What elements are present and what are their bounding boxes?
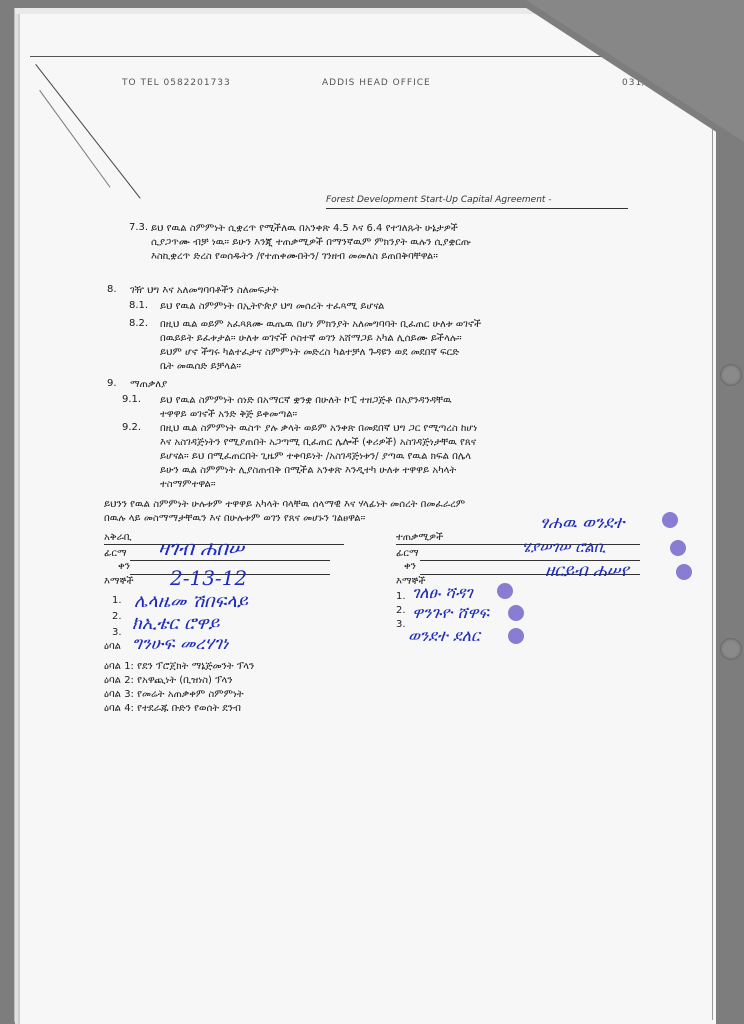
clause-number: 9.1.	[122, 394, 142, 405]
clause-number: 9.2.	[122, 422, 142, 433]
witness-signature: ወንደተ ደለር	[408, 626, 480, 645]
witness-signature: ሌላዜመ ሽበፍላይ	[134, 591, 248, 612]
fax-tel: TO TEL 0582201733	[122, 78, 231, 88]
clause-7-3	[151, 222, 641, 264]
clause-number: 7.3.	[129, 222, 149, 233]
attachment-item: ዕባል 1: የደን ፕሮጀክት ማኔጅመንት ፕላን	[104, 661, 255, 672]
attachments-list	[104, 660, 404, 716]
section-9-title: ማጠቃለያ	[130, 379, 168, 390]
witness-signature: ገለፁ ሻዳገ	[412, 583, 473, 602]
witness-number: 3.	[112, 627, 122, 638]
clause-line: ይህ የዉል ስምምነት ሰነድ በአማርኛ ቋንቋ በሁለት ኮፒ ተዘጋጅቶ በአያንዳንዳቸዉ	[160, 395, 452, 406]
attachment-item: ዕባል 3: የመሬት አጠቃቀም ስምምነት	[104, 689, 244, 700]
clause-line: ይሆናል። ይህ በሚፈጠርበት ጊዜም ተቀባይነት /አስገዳጅነቱን/ ያጣዉ የዉል ክፍል በሌላ	[160, 451, 472, 462]
clause-number: 8.2.	[129, 318, 149, 329]
attachment-label: ዕባል	[104, 641, 122, 652]
witness-number: 1.	[396, 591, 406, 602]
closing-line: ይህንን የዉል ስምምነት ሁሉቱም ተዋዋይ አካላት ባላቸዉ ሰላማዊ እና ሃላፊነት መሰረት በመፈራረም	[104, 499, 466, 510]
clause-line: ይህም ሆኖ ችግሩ ካልተፈታና ስምምነት መድረስ ካልተቻለ ጉዳዩን ወደ መደበኛ ፍርድ	[160, 347, 460, 358]
signature-rule	[130, 560, 330, 561]
clause-line: በዉይይት ይፈቱታል። ሁለቱ ወገኖች ሶስተኛ ወገን አሸማጋይ አካል ሊሰይሙ ይችላሉ።	[160, 333, 462, 344]
beneficiary-signature: ሄያሠገሠ ሮልቢ	[522, 538, 606, 556]
clause-9-1	[160, 394, 645, 422]
beneficiary-signature: ፃሐዉ ወንደተ	[540, 513, 625, 533]
witness-number: 1.	[112, 595, 122, 606]
fax-page: 031/002	[622, 78, 667, 88]
document-header-rule	[326, 208, 628, 209]
attachment-item: ዕባል 2: የአዋጪነት (ቢዝነስ) ፕላን	[104, 675, 233, 686]
clause-8-2	[160, 318, 642, 374]
fingerprint-stamp	[662, 512, 678, 528]
signature-date: 2-13-12	[170, 566, 248, 590]
supplier-signature: ዛገብ ሐበሠ	[158, 536, 245, 560]
section-8-title: ገዥ ህግ እና አለመግባባቶችን ስለመፍታት	[130, 285, 279, 296]
date-label: ቀን	[118, 561, 130, 572]
clause-line: ተስማምተዋል።	[160, 479, 216, 490]
closing-line: በዉሉ ላይ መስማማታቸዉን እና በሁሉቱም ወገን የጸና መሆኑን ገልፀዋል።	[104, 513, 366, 524]
folded-corner-shade	[526, 0, 744, 142]
fingerprint-stamp	[497, 583, 513, 599]
witness-signature: ክኢቴር ሮዋይ	[132, 613, 220, 634]
clause-9-2	[160, 422, 645, 492]
clause-line: እስኪቋረጥ ድረስ የወሰዱትን /የተጠቀሙበትን/ ገንዘብ መመለስ ይጠበቅባቸዋል።	[151, 251, 438, 262]
clause-line: ተዋዋይ ወገኖች አንድ ቅጅ ይቀመጣል።	[160, 409, 298, 420]
sign-label: ፊርማ	[104, 548, 127, 559]
clause-number: 8.1.	[129, 300, 149, 311]
punch-hole	[720, 364, 742, 386]
beneficiary-signature: ዘርይብ ሐሠየ	[545, 561, 629, 581]
section-number: 9.	[107, 378, 117, 389]
fingerprint-stamp	[508, 628, 524, 644]
sign-label: ፊርማ	[396, 548, 419, 559]
fingerprint-stamp	[508, 605, 524, 621]
clause-line: ይህ የዉል ስምምነት በኢትዮጵያ ህግ መሰረት ተፈጻሚ ይሆናል	[160, 301, 385, 312]
witnesses-label: እማኞች	[104, 576, 134, 587]
clause-8-1	[160, 300, 630, 314]
beneficiaries-label: ተጠቃሚዎች	[396, 532, 444, 543]
fingerprint-stamp	[670, 540, 686, 556]
clause-line: ይህ የዉል ስምምነት ሲቋረጥ የሚችለዉ በአንቀጽ 4.5 እና 6.4 የተገለጹት ሁኔታዎች	[151, 223, 458, 234]
clause-line: ቤት መዉሰድ ይቻላል።	[160, 361, 242, 372]
clause-line: ሲያጋጥሙ ብቻ ነዉ። ይሁን እንጂ ተጠቃሚዎች በማንኛዉም ምክንያት ዉሉን ሲያቋርጡ	[151, 237, 471, 248]
clause-line: በዚህ ዉል ስምምነት ዉስጥ ያሉ ቃላት ወይም አንቀጽ በመደበኛ ህግ ጋር የሚጣረስ ከሆነ	[160, 423, 478, 434]
supplier-label: አቅራቢ	[104, 532, 132, 543]
section-number: 8.	[107, 284, 117, 295]
fax-office: ADDIS HEAD OFFICE	[322, 78, 431, 88]
witness-number: 3.	[396, 619, 406, 630]
clause-line: እና አስገዳጅነትን የሚያጠበት አጋጣሚ ቢፈጠር ሌሎች (ቀሪዎች) አስገዳጅነታቸዉ የጸና	[160, 437, 477, 448]
document-header: Forest Development Start-Up Capital Agreement -	[326, 195, 552, 205]
clause-line: በዚህ ዉል ወይም አፈጻጸሙ ዉጤዉ በሆነ ምክንያት አለመግባባት ቢፈጠር ሁለቱ ወገኖች	[160, 319, 482, 330]
witness-number: 2.	[112, 611, 122, 622]
witnesses-label: እማኞች	[396, 576, 426, 587]
handwritten-note: ግንሁፍ መረሃገነ	[132, 634, 229, 654]
attachment-item: ዕባል 4: የተደራጁ ቡድን የወሰት ደንብ	[104, 703, 241, 714]
clause-line: ይሁን ዉል ስምምነት ሊያስጠብቅ በሚችል አንቀጽ እንዲተካ ሁለቱ ተዋዋይ አካላት	[160, 465, 457, 476]
fingerprint-stamp	[676, 564, 692, 580]
punch-hole	[720, 638, 742, 660]
date-label: ቀን	[404, 561, 416, 572]
witness-signature: ዋንጉዮ ሸዋፍ	[412, 603, 489, 622]
page-edge	[712, 120, 713, 1020]
witness-number: 2.	[396, 605, 406, 616]
